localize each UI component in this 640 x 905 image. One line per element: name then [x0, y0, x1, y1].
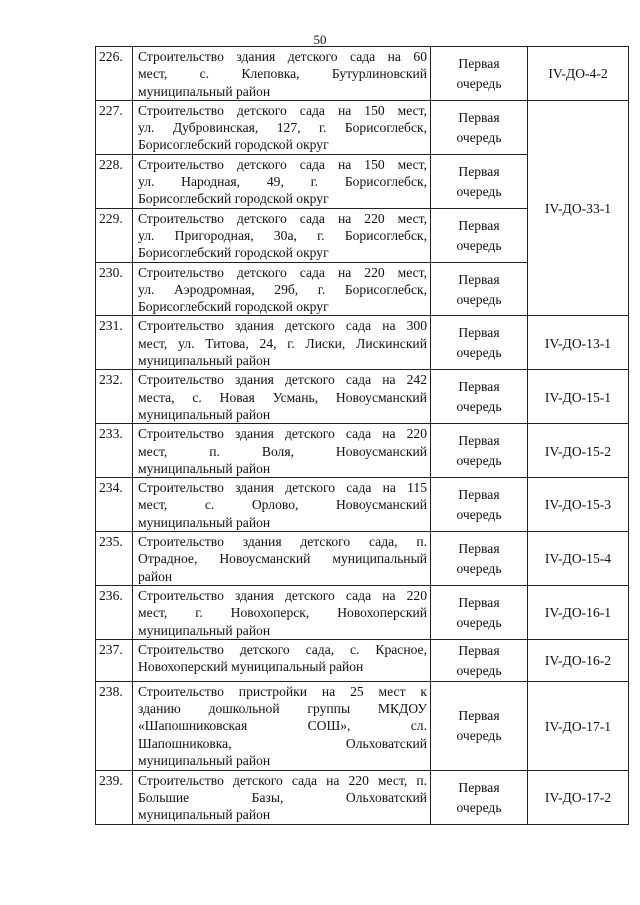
description-line: Шапошниковка, Ольховатский — [138, 735, 427, 751]
projects-table-body — [96, 47, 629, 825]
description-line: муниципальный район — [138, 353, 271, 369]
program-code: IV-ДО-15-3 — [528, 478, 629, 532]
project-description — [133, 370, 431, 424]
table-row — [96, 585, 629, 639]
project-description — [133, 424, 431, 478]
queue-cell — [431, 424, 528, 478]
description-line: Борисоглебский городской округ — [138, 137, 329, 153]
queue-cell — [431, 47, 528, 101]
queue-label: Первая — [458, 55, 500, 71]
project-description — [133, 100, 431, 154]
queue-label: Первая — [458, 708, 500, 724]
description-line: муниципальный район — [138, 752, 271, 768]
table-row — [96, 770, 629, 824]
description-line: мест, с. Клеповка, Бутурлиновский — [138, 66, 427, 82]
queue-label: Первая — [458, 163, 500, 179]
description-line: муниципальный район — [138, 807, 271, 823]
description-line: Борисоглебский городской округ — [138, 191, 329, 207]
queue-cell — [431, 681, 528, 770]
project-description — [133, 47, 431, 101]
description-line: мест, г. Новохоперск, Новохоперский — [138, 605, 427, 621]
project-description — [133, 262, 431, 316]
project-description — [133, 316, 431, 370]
description-line: Строительство здания детского сада, п. — [138, 534, 427, 550]
project-description — [133, 770, 431, 824]
queue-cell — [431, 316, 528, 370]
description-line: муниципальный район — [138, 622, 271, 638]
description-line: Строительство здания детского сада на 242 — [138, 372, 427, 388]
description-line: район — [138, 568, 173, 584]
projects-table — [95, 46, 629, 825]
table-row — [96, 47, 629, 101]
project-description — [133, 532, 431, 586]
row-number: 226. — [96, 47, 133, 101]
description-line: ул. Дубровинская, 127, г. Борисоглебск, — [138, 120, 427, 136]
program-code: IV-ДО-16-2 — [528, 639, 629, 681]
description-line: Новохоперский муниципальный район — [138, 659, 364, 675]
queue-cell — [431, 478, 528, 532]
table-row — [96, 478, 629, 532]
queue-label: очередь — [456, 237, 502, 253]
queue-label: очередь — [456, 345, 502, 361]
table-row — [96, 681, 629, 770]
program-code: IV-ДО-17-2 — [528, 770, 629, 824]
description-line: «Шапошниковская СОШ», сл. — [138, 718, 427, 734]
description-line: Отрадное, Новоусманский муниципальный — [138, 551, 427, 567]
description-line: мест, п. Воля, Новоусманский — [138, 443, 427, 459]
queue-label: Первая — [458, 594, 500, 610]
description-line: ул. Аэродромная, 29б, г. Борисоглебск, — [138, 281, 427, 297]
row-number: 235. — [96, 532, 133, 586]
row-number: 233. — [96, 424, 133, 478]
row-number: 229. — [96, 208, 133, 262]
program-code: IV-ДО-16-1 — [528, 585, 629, 639]
description-line: ул. Пригородная, 30а, г. Борисоглебск, — [138, 227, 427, 243]
description-line: Большие Базы, Ольховатский — [138, 790, 427, 806]
table-row — [96, 316, 629, 370]
description-line: Строительство детского сада на 220 мест, п. — [138, 772, 427, 788]
table-row — [96, 639, 629, 681]
queue-label: Первая — [458, 271, 500, 287]
description-line: Строительство здания детского сада на 60 — [138, 49, 427, 64]
row-number: 232. — [96, 370, 133, 424]
project-description — [133, 478, 431, 532]
description-line: мест, ул. Титова, 24, г. Лиски, Лискинский — [138, 335, 427, 351]
description-line: места, с. Новая Усмань, Новоусманский — [138, 389, 427, 405]
program-code: IV-ДО-15-2 — [528, 424, 629, 478]
table-row — [96, 424, 629, 478]
queue-cell — [431, 262, 528, 316]
page-number: 50 — [313, 32, 327, 47]
program-code: IV-ДО-15-1 — [528, 370, 629, 424]
description-line: зданию дошкольной группы МКДОУ — [138, 701, 427, 717]
queue-label: Первая — [458, 642, 500, 658]
description-line: Борисоглебский городской округ — [138, 245, 329, 261]
program-code: IV-ДО-15-4 — [528, 532, 629, 586]
description-line: Строительство здания детского сада на 115 — [138, 480, 427, 496]
queue-label: очередь — [456, 560, 502, 576]
queue-cell — [431, 585, 528, 639]
description-line: Строительство детского сада на 220 мест, — [138, 210, 427, 226]
program-code: IV-ДО-4-2 — [528, 47, 629, 101]
queue-label: очередь — [456, 399, 502, 415]
project-description — [133, 639, 431, 681]
queue-cell — [431, 770, 528, 824]
description-line: Строительство детского сада, с. Красное, — [138, 641, 427, 657]
queue-label: очередь — [456, 75, 502, 91]
description-line: мест, с. Орлово, Новоусманский — [138, 497, 427, 513]
queue-cell — [431, 154, 528, 208]
row-number: 227. — [96, 100, 133, 154]
queue-label: Первая — [458, 379, 500, 395]
row-number: 228. — [96, 154, 133, 208]
queue-label: очередь — [456, 662, 502, 678]
queue-label: Первая — [458, 217, 500, 233]
description-line: Строительство пристройки на 25 мест к — [138, 683, 427, 699]
row-number: 234. — [96, 478, 133, 532]
queue-label: очередь — [456, 799, 502, 815]
queue-label: очередь — [456, 183, 502, 199]
row-number: 237. — [96, 639, 133, 681]
project-description — [133, 585, 431, 639]
project-description — [133, 154, 431, 208]
row-number: 238. — [96, 681, 133, 770]
description-line: Строительство детского сада на 150 мест, — [138, 102, 427, 118]
queue-label: Первая — [458, 325, 500, 341]
description-line: Строительство здания детского сада на 220 — [138, 587, 427, 603]
queue-cell — [431, 639, 528, 681]
project-description — [133, 208, 431, 262]
queue-label: Первая — [458, 433, 500, 449]
queue-label: очередь — [456, 291, 502, 307]
queue-label: очередь — [456, 507, 502, 523]
row-number: 239. — [96, 770, 133, 824]
queue-label: очередь — [456, 453, 502, 469]
table-row — [96, 370, 629, 424]
description-line: муниципальный район — [138, 83, 271, 99]
queue-label: Первая — [458, 109, 500, 125]
project-description — [133, 681, 431, 770]
table-row — [96, 532, 629, 586]
queue-label: очередь — [456, 129, 502, 145]
queue-cell — [431, 532, 528, 586]
description-line: Строительство детского сада на 220 мест, — [138, 264, 427, 280]
queue-cell — [431, 370, 528, 424]
description-line: Строительство здания детского сада на 220 — [138, 426, 427, 442]
description-line: муниципальный район — [138, 406, 271, 422]
description-line: муниципальный район — [138, 514, 271, 530]
program-code: IV-ДО-13-1 — [528, 316, 629, 370]
description-line: муниципальный район — [138, 460, 271, 476]
queue-label: очередь — [456, 728, 502, 744]
row-number: 231. — [96, 316, 133, 370]
queue-cell — [431, 208, 528, 262]
description-line: ул. Народная, 49, г. Борисоглебск, — [138, 174, 427, 190]
queue-cell — [431, 100, 528, 154]
row-number: 236. — [96, 585, 133, 639]
program-code: IV-ДО-17-1 — [528, 681, 629, 770]
description-line: Борисоглебский городской округ — [138, 299, 329, 315]
queue-label: Первая — [458, 779, 500, 795]
queue-label: Первая — [458, 540, 500, 556]
row-number: 230. — [96, 262, 133, 316]
table-row — [96, 100, 629, 154]
description-line: Строительство здания детского сада на 300 — [138, 318, 427, 334]
queue-label: очередь — [456, 614, 502, 630]
program-code: IV-ДО-33-1 — [528, 100, 629, 316]
queue-label: Первая — [458, 487, 500, 503]
description-line: Строительство детского сада на 150 мест, — [138, 156, 427, 172]
